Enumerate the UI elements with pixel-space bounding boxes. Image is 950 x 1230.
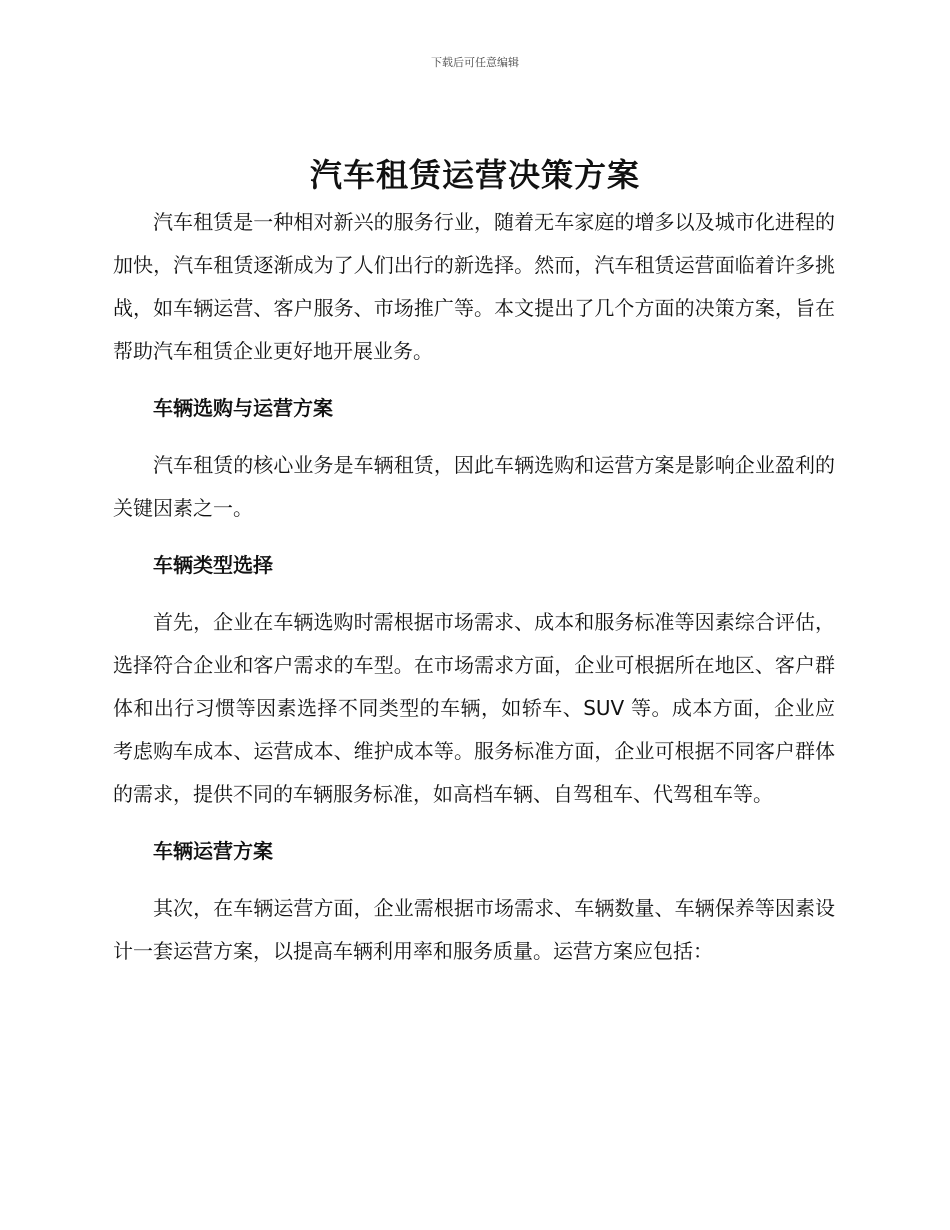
document-body [113,201,835,973]
section-paragraph-vehicle-operation: 其次，在车辆运营方面，企业需根据市场需求、车辆数量、车辆保养等因素设计一套运营方案，以提高车辆利用率和服务质量。运营方案应包括： [113,896,835,963]
section-heading-vehicle-operation: 车辆运营方案 [153,839,273,863]
section-paragraph-vehicle-type: 首先，企业在车辆选购时需根据市场需求、成本和服务标准等因素综合评估，选择符合企业和客户需求的车型。在市场需求方面，企业可根据所在地区、客户群体和出行习惯等因素选择不同类型的车辆，如轿车、SUV 等。成本方面，企业应考虑购车成本、运营成本、维护成本等。服务标准方面，企业可根据不同客户群体的需求，提供不同的车辆服务标准，如高档车辆、自驾租车、代驾租车等。 [113,610,835,806]
section-heading-vehicle-purchase: 车辆选购与运营方案 [153,396,333,420]
section-heading-vehicle-type: 车辆类型选择 [153,553,273,577]
section-paragraph-vehicle-purchase: 汽车租赁的核心业务是车辆租赁，因此车辆选购和运营方案是影响企业盈利的关键因素之一。 [113,453,835,520]
header-note: 下载后可任意编辑 [431,56,519,69]
intro-paragraph: 汽车租赁是一种相对新兴的服务行业，随着无车家庭的增多以及城市化进程的加快，汽车租赁逐渐成为了人们出行的新选择。然而，汽车租赁运营面临着许多挑战，如车辆运营、客户服务、市场推广等。本文提出了几个方面的决策方案，旨在帮助汽车租赁企业更好地开展业务。 [113,210,835,363]
document-title: 汽车租赁运营决策方案 [309,156,640,194]
